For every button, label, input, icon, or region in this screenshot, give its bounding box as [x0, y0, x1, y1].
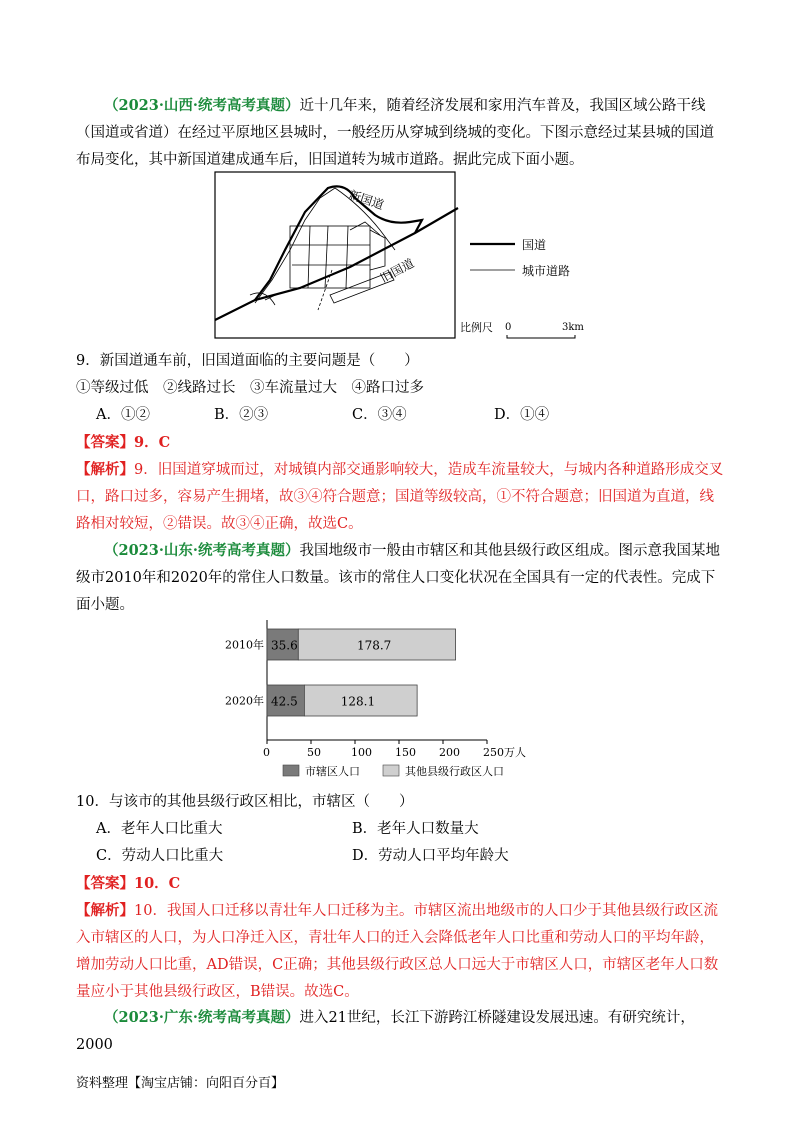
legend-label: 其他县级行政区人口	[405, 765, 504, 778]
bar-value-label: 128.1	[340, 694, 376, 709]
q9-option-b[interactable]: B．②③	[214, 407, 269, 423]
q3-source-tag: （2023·广东·统考高考真题）	[104, 1009, 300, 1026]
road-map-figure	[210, 170, 610, 345]
q10-option-c[interactable]: C．劳动人口比重大	[96, 848, 224, 864]
q10-analysis	[76, 897, 726, 1006]
q2-intro-paragraph	[76, 537, 726, 619]
q3-intro-paragraph	[76, 1004, 726, 1059]
q2-source-tag: （2023·山东·统考高考真题）	[104, 542, 300, 559]
category-label: 2010年	[225, 638, 264, 652]
q3-intro-text: 进入21世纪，长江下游跨江桥隧建设发展迅速。有研究统计，2000	[76, 1010, 695, 1053]
bar-value-label: 42.5	[271, 694, 298, 709]
legend-swatch	[283, 765, 299, 776]
x-tick-label: 50	[307, 746, 321, 759]
q9-option-d[interactable]: D．①④	[494, 407, 550, 423]
q9-stem: 9．新国道通车前，旧国道面临的主要问题是（ ）	[76, 353, 419, 369]
scale-label: 比例尺	[460, 321, 493, 334]
x-tick-label: 100	[351, 746, 372, 759]
old-road-label: 旧国道	[377, 256, 417, 286]
q9-options	[96, 402, 726, 429]
legend-swatch	[383, 765, 399, 776]
q1-source-tag: （2023·山西·统考高考真题）	[104, 97, 300, 114]
legend-city-label: 城市道路	[522, 264, 571, 278]
q10-option-d[interactable]: D．劳动人口平均年龄大	[352, 848, 509, 864]
new-road-label: 新国道	[347, 187, 386, 213]
q10-option-a[interactable]: A．老年人口比重大	[96, 821, 223, 837]
q10-options	[96, 816, 726, 870]
bar-value-label: 178.7	[356, 638, 392, 653]
q9-analysis-tag: 【解析】	[76, 461, 134, 478]
category-label: 2020年	[225, 694, 264, 708]
x-tick-label: 200	[439, 746, 460, 759]
page-footer: 资料整理【淘宝店铺：向阳百分百】	[76, 1076, 285, 1091]
old-national-road	[215, 208, 458, 320]
bar-value-label: 35.6	[271, 638, 298, 653]
q10-analysis-text: 10．我国人口迁移以青壮年人口迁移为主。市辖区流出地级市的人口少于其他县级行政区流入市辖区的人口，为人口净迁入区，青壮年人口的迁入会降低老年人口比重和劳动人口的平均年龄，增加劳动人口比重，AD错误，C正确；其他县级行政区总人口远大于市辖区人口，市辖区老年人口数量应小于其他县级行政区，B错误。故选C。	[76, 903, 719, 1000]
scale-end: 3km	[562, 322, 584, 333]
x-tick-label: 250万人	[483, 746, 526, 759]
q9-option-c[interactable]: C．③④	[352, 407, 407, 423]
map-frame	[215, 172, 455, 338]
x-tick-label: 150	[395, 746, 416, 759]
q1-intro-paragraph	[76, 92, 726, 174]
scale-bar	[507, 335, 575, 338]
x-tick-label: 0	[263, 746, 270, 759]
q9-answer: 【答案】9．C	[76, 434, 171, 451]
legend-national-label: 国道	[522, 238, 547, 252]
q9-option-a[interactable]: A．①②	[96, 407, 150, 423]
scale-zero: 0	[505, 322, 512, 333]
legend-label: 市辖区人口	[305, 765, 360, 778]
q10-analysis-tag: 【解析】	[76, 902, 134, 919]
q9-items: ①等级过低 ②线路过长 ③车流量过大 ④路口过多	[76, 380, 424, 396]
national-roads	[215, 186, 458, 320]
q1-intro-text: 近十几年来，随着经济发展和家用汽车普及，我国区域公路干线（国道或省道）在经过平原地区县城时，一般经历从穿城到绕城的变化。下图示意经过某县城的国道布局变化，其中新国道建成通车后，旧国道转为城市道路。据此完成下面小题。	[76, 98, 714, 168]
population-bar-chart	[215, 620, 555, 785]
q10-option-b[interactable]: B．老年人口数量大	[352, 821, 479, 837]
q9-analysis	[76, 456, 726, 538]
q2-intro-text: 我国地级市一般由市辖区和其他县级行政区组成。图示意我国某地级市2010年和2020年的常住人口数量。该市的常住人口变化状况在全国具有一定的代表性。完成下面小题。	[76, 543, 720, 613]
q10-stem: 10．与该市的其他县级行政区相比，市辖区（ ）	[76, 794, 414, 810]
q9-analysis-text: 9．旧国道穿城而过，对城镇内部交通影响较大，造成车流量较大，与城内各种道路形成交叉口，路口过多，容易产生拥堵，故③④符合题意；国道等级较高，①不符合题意；旧国道为直道，线路相对较短，②错误。故③④正确，故选C。	[76, 462, 724, 532]
q10-answer: 【答案】10．C	[76, 875, 181, 892]
